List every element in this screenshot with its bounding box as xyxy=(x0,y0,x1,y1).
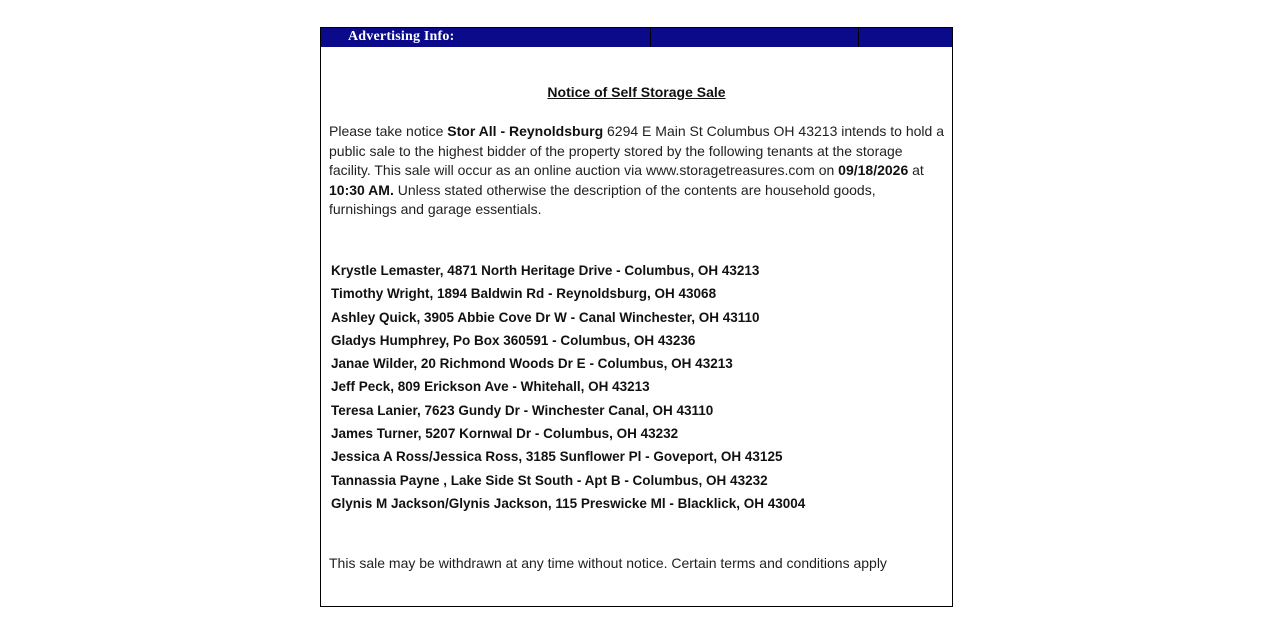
sale-time: 10:30 AM. xyxy=(329,181,394,198)
notice-intro-text: 6294 E Main St Columbus OH 43213 intends to hold a public sale to the highest bidder of the property stored by the following tenants at the storage facility. This sale will occur as an online auction via www.storagetreasures.com on xyxy=(329,123,944,178)
notice-intro-text: at xyxy=(908,162,924,178)
tenant-list-item: Janae Wilder, 20 Richmond Woods Dr E - Columbus, OH 43213 xyxy=(331,356,733,372)
header-cell-divider xyxy=(858,28,859,47)
tenant-list-item: Tannassia Payne , Lake Side St South - Apt B - Columbus, OH 43232 xyxy=(331,472,768,488)
notice-body xyxy=(329,122,946,220)
tenant-list-item: Timothy Wright, 1894 Baldwin Rd - Reynoldsburg, OH 43068 xyxy=(331,286,717,302)
tenant-list xyxy=(331,259,805,515)
tenant-list-item: Teresa Lanier, 7623 Gundy Dr - Winchester Canal, OH 43110 xyxy=(331,402,714,418)
tenant-list-item: Gladys Humphrey, Po Box 360591 - Columbus, OH 43236 xyxy=(331,332,696,348)
tenant-list-item: Jeff Peck, 809 Erickson Ave - Whitehall, OH 43213 xyxy=(331,379,650,395)
notice-intro-text: Unless stated otherwise the description of the contents are household goods, furnishings and garage essentials. xyxy=(329,181,876,217)
tenant-list-item: Glynis M Jackson/Glynis Jackson, 115 Preswicke Ml - Blacklick, OH 43004 xyxy=(331,495,806,511)
advertising-header-title: Advertising Info: xyxy=(348,29,455,44)
footer-disclaimer: This sale may be withdrawn at any time without notice. Certain terms and conditions apply xyxy=(329,555,887,571)
sale-date: 09/18/2026 xyxy=(838,162,909,178)
advertising-notice xyxy=(320,27,953,607)
tenant-list-item: James Turner, 5207 Kornwal Dr - Columbus, OH 43232 xyxy=(331,426,679,442)
notice-intro-text: Please take notice xyxy=(329,123,448,139)
advertising-header-bar xyxy=(321,28,952,47)
notice-title: Notice of Self Storage Sale xyxy=(547,84,726,100)
tenant-list-item: Ashley Quick, 3905 Abbie Cove Dr W - Canal Winchester, OH 43110 xyxy=(331,309,760,325)
header-cell-divider xyxy=(650,28,651,47)
tenant-list-item: Krystle Lemaster, 4871 North Heritage Drive - Columbus, OH 43213 xyxy=(331,263,760,278)
tenant-list-item: Jessica A Ross/Jessica Ross, 3185 Sunflower Pl - Goveport, OH 43125 xyxy=(331,449,783,465)
facility-name: Stor All - Reynoldsburg xyxy=(447,123,604,139)
